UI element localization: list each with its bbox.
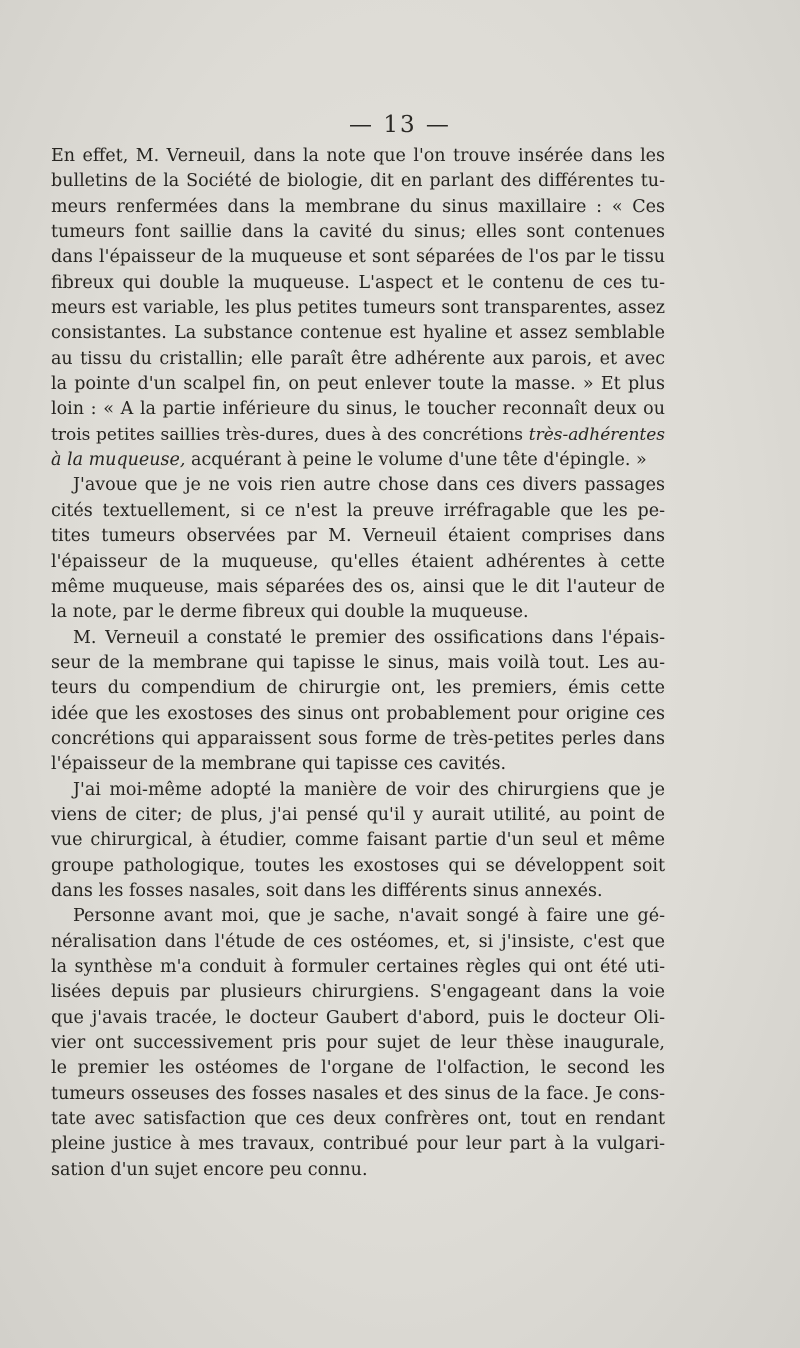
text-line [51, 245, 665, 270]
body-text [51, 144, 665, 1183]
line-text: cités textuellement, si ce n'est la preuve irréfragable que les pe- [51, 500, 665, 521]
text-line [51, 473, 665, 498]
line-text: dans les fosses nasales, soit dans les différents sinus annexés. [51, 880, 603, 901]
text-line [51, 448, 665, 473]
text-line [51, 930, 665, 955]
text-line [51, 296, 665, 321]
text-line [51, 727, 665, 752]
line-text: tumeurs font saillie dans la cavité du sinus; elles sont contenues [51, 222, 665, 243]
text-line [51, 321, 665, 346]
text-line [51, 702, 665, 727]
text-line [51, 397, 665, 422]
line-text: idée que les exostoses des sinus ont probablement pour origine ces [51, 703, 665, 724]
text-line [51, 651, 665, 676]
text-line [51, 220, 665, 245]
text-line [51, 575, 665, 600]
page-number: — 13 — [349, 112, 451, 138]
italic-phrase: à la muqueuse, [51, 450, 186, 471]
text-line [51, 828, 665, 853]
text-line [51, 372, 665, 397]
line-text: pleine justice à mes travaux, contribué pour leur part à la vulgari- [51, 1134, 665, 1155]
line-text: la note, par le derme fibreux qui double la muqueuse. [51, 602, 529, 623]
text-line [51, 347, 665, 372]
line-text: l'épaisseur de la membrane qui tapisse ces cavités. [51, 754, 507, 775]
italic-phrase: très-adhérentes [528, 424, 666, 445]
text-line [51, 854, 665, 879]
text-line [51, 524, 665, 549]
line-text: vier ont successivement pris pour sujet de leur thèse inaugurale, [51, 1033, 665, 1054]
line-text: la synthèse m'a conduit à formuler certaines règles qui ont été uti- [51, 957, 665, 977]
line-text: J'avoue que je ne vois rien autre chose dans ces divers passages [73, 475, 665, 496]
line-text: dans l'épaisseur de la muqueuse et sont séparées de l'os par le tissu [51, 247, 665, 268]
text-line [51, 423, 665, 448]
line-text: consistantes. La substance contenue est hyaline et assez semblable [51, 323, 665, 344]
line-text: vue chirurgical, à étudier, comme faisant partie d'un seul et même [51, 830, 665, 851]
line-text: le premier les ostéomes de l'organe de l'olfaction, le second les [51, 1058, 665, 1079]
text-line [51, 1107, 665, 1132]
line-text: tate avec satisfaction que ces deux confrères ont, tout en rendant [51, 1109, 665, 1130]
text-line [51, 1132, 665, 1157]
line-text: concrétions qui apparaissent sous forme de très-petites perles dans [51, 728, 665, 749]
text-line [51, 626, 665, 651]
text-line [51, 778, 665, 803]
text-line [51, 499, 665, 524]
line-text: que j'avais tracée, le docteur Gaubert d'abord, puis le docteur Oli- [51, 1007, 665, 1028]
line-text: néralisation dans l'étude de ces ostéomes, et, si j'insiste, c'est que [51, 931, 665, 952]
text-line [51, 1031, 665, 1056]
line-text: groupe pathologique, toutes les exostoses qui se développent soit [51, 855, 665, 876]
line-text: acquérant à peine le volume d'une tête d'épingle. » [191, 450, 647, 471]
text-line [51, 1056, 665, 1081]
line-text: meurs est variable, les plus petites tumeurs sont transparentes, assez [51, 298, 665, 319]
text-line [51, 600, 665, 625]
text-line [51, 144, 665, 169]
line-text: sation d'un sujet encore peu connu. [51, 1159, 368, 1180]
text-line [51, 195, 665, 220]
line-text: viens de citer; de plus, j'ai pensé qu'il y aurait utilité, au point de [51, 804, 665, 825]
text-line [51, 1006, 665, 1031]
line-text: tumeurs osseuses des fosses nasales et des sinus de la face. Je cons- [51, 1083, 665, 1104]
line-text: En effet, M. Verneuil, dans la note que l'on trouve insérée dans les [51, 146, 665, 166]
text-line [51, 904, 665, 929]
line-text: loin : « A la partie inférieure du sinus, le toucher reconnaît deux ou [51, 399, 665, 420]
line-text: l'épaisseur de la muqueuse, qu'elles étaient adhérentes à cette [51, 551, 665, 572]
line-text: Personne avant moi, que je sache, n'avait songé à faire une gé- [73, 906, 665, 927]
text-line [51, 550, 665, 575]
text-line [51, 1082, 665, 1107]
line-text: même muqueuse, mais séparées des os, ainsi que le dit l'auteur de [51, 576, 665, 597]
line-text: tites tumeurs observées par M. Verneuil étaient comprises dans [51, 526, 665, 547]
text-line [51, 803, 665, 828]
line-text: au tissu du cristallin; elle paraît être adhérente aux parois, et avec [51, 348, 665, 369]
text-line [51, 676, 665, 701]
line-text: bulletins de la Société de biologie, dit en parlant des différentes tu- [51, 171, 665, 192]
line-text: trois petites saillies très-dures, dues à des concrétions [51, 424, 524, 445]
text-line [51, 955, 665, 980]
line-text: meurs renfermées dans la membrane du sinus maxillaire : « Ces [51, 196, 665, 217]
line-text: la pointe d'un scalpel fin, on peut enlever toute la masse. » Et plus [51, 374, 665, 395]
text-line [51, 980, 665, 1005]
line-text: fibreux qui double la muqueuse. L'aspect et le contenu de ces tu- [51, 272, 665, 293]
text-line [51, 1158, 665, 1183]
line-text: teurs du compendium de chirurgie ont, les premiers, émis cette [51, 678, 665, 699]
text-line [51, 271, 665, 296]
line-text: M. Verneuil a constaté le premier des ossifications dans l'épais- [73, 627, 665, 648]
text-line [51, 879, 665, 904]
line-text: lisées depuis par plusieurs chirurgiens. S'engageant dans la voie [51, 982, 665, 1003]
text-line [51, 752, 665, 777]
line-text: seur de la membrane qui tapisse le sinus, mais voilà tout. Les au- [51, 652, 665, 673]
line-text: J'ai moi-même adopté la manière de voir des chirurgiens que je [73, 779, 665, 800]
text-line [51, 169, 665, 194]
